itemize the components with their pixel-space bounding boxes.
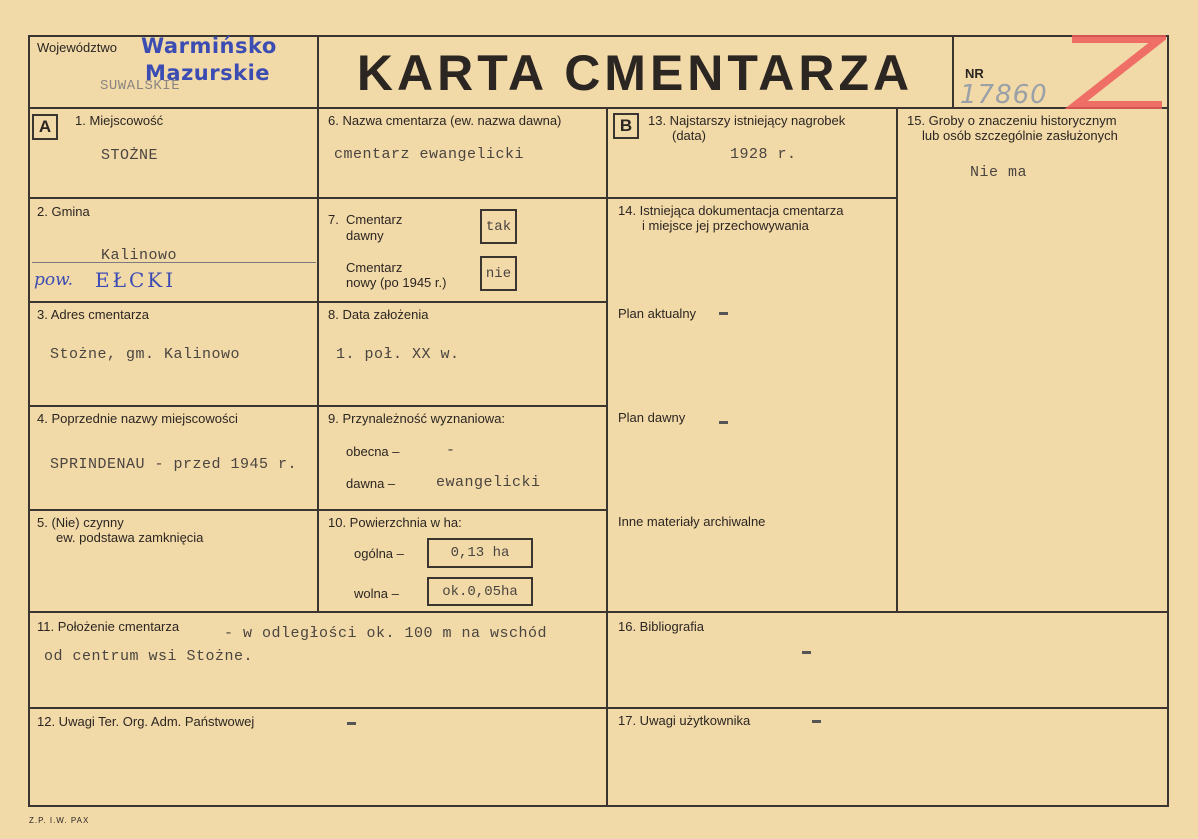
field-12-dash (347, 722, 356, 725)
field-10-free-label: wolna – (354, 586, 399, 601)
red-z-icon (1062, 33, 1166, 113)
field-9-old-label: dawna – (346, 476, 396, 491)
field-2-hand-prefix: pow. (34, 270, 74, 290)
other-materials-label: Inne materiały archiwalne (618, 514, 766, 529)
field-9-current-label: obecna – (346, 444, 400, 459)
field-9-label: 9. Przynależność wyznaniowa: (328, 411, 506, 426)
province-stamp-line2: Mazurskie (145, 61, 271, 85)
row-divider (28, 611, 1169, 613)
field-3-value: Stożne, gm. Kalinowo (50, 346, 241, 363)
field-9-current-value: - (446, 442, 456, 459)
row-divider (28, 707, 1169, 709)
plan-current-label: Plan aktualny (618, 306, 697, 321)
field-11-value-line2: od centrum wsi Stożne. (44, 648, 254, 665)
field-17-dash (812, 720, 821, 723)
field-7-new-box: nie (480, 256, 517, 291)
nr-label: NR (965, 66, 984, 81)
field-1-value: STOŻNE (101, 147, 159, 164)
field-15-label-1: 15. Groby o znaczeniu historycznym (907, 113, 1117, 128)
province-stamp-line1: Warmińsko (141, 34, 277, 58)
field-9-old-value: ewangelicki (436, 474, 541, 491)
field-7-old-line2: dawny (346, 228, 384, 243)
field-15-label-2: lub osób szczególnie zasłużonych (922, 128, 1118, 143)
field-13-value: 1928 r. (730, 146, 797, 163)
field-7-old-box: tak (480, 209, 517, 244)
plan-current-dash (719, 312, 728, 315)
field-2-underline (32, 262, 316, 263)
field-16-dash (802, 651, 811, 654)
field-10-total-box: 0,13 ha (427, 538, 533, 568)
field-11-label: 11. Położenie cmentarza (37, 619, 180, 634)
header-col-divider (952, 35, 954, 107)
nr-value: 17860 (960, 80, 1048, 110)
printer-footer: Z.P. I.W. PAX (29, 816, 90, 825)
field-13-label-1: 13. Najstarszy istniejący nagrobek (648, 113, 846, 128)
red-z-mark (1062, 33, 1166, 118)
field-6-label: 6. Nazwa cmentarza (ew. nazwa dawna) (328, 113, 562, 128)
field-6-value: cmentarz ewangelicki (334, 146, 525, 163)
field-13-label-2: (data) (672, 128, 706, 143)
section-b-badge: B (613, 113, 639, 139)
col-divider (896, 107, 898, 611)
field-5-label-2: ew. podstawa zamknięcia (56, 530, 204, 545)
field-2-label: 2. Gmina (37, 204, 90, 219)
field-10-free-box: ok.0,05ha (427, 577, 533, 606)
col-divider (317, 107, 319, 611)
col-divider (606, 107, 608, 807)
typed-old-province: SUWALSKIE (100, 78, 181, 94)
field-7-label: 7. (328, 212, 339, 227)
section-a-badge: A (32, 114, 58, 140)
field-2-value: Kalinowo (101, 247, 178, 264)
field-4-value: SPRINDENAU - przed 1945 r. (50, 456, 298, 473)
field-5-label-1: 5. (Nie) czynny (37, 515, 124, 530)
field-8-value: 1. poł. XX w. (336, 346, 460, 363)
field-4-label: 4. Poprzednie nazwy miejscowości (37, 411, 238, 426)
plan-old-dash (719, 421, 728, 424)
field-10-total-label: ogólna – (354, 546, 404, 561)
field-8-label: 8. Data założenia (328, 307, 429, 322)
field-17-label: 17. Uwagi użytkownika (618, 713, 751, 728)
field-7-old-line1: Cmentarz (346, 212, 403, 227)
field-14-label-2: i miejsce jej przechowywania (642, 218, 809, 233)
field-2-hand-value: EŁCKI (95, 268, 177, 292)
field-12-label: 12. Uwagi Ter. Org. Adm. Państwowej (37, 714, 255, 729)
field-7-new-line2: nowy (po 1945 r.) (346, 275, 447, 290)
field-1-label: 1. Miejscowość (75, 113, 164, 128)
row-divider (608, 197, 896, 199)
header-col-divider (317, 35, 319, 107)
field-16-label: 16. Bibliografia (618, 619, 704, 634)
field-3-label: 3. Adres cmentarza (37, 307, 149, 322)
wojewodztwo-label: Województwo (37, 40, 117, 55)
plan-old-label: Plan dawny (618, 410, 686, 425)
page-title: KARTA CMENTARZA (356, 45, 914, 101)
field-10-label: 10. Powierzchnia w ha: (328, 515, 462, 530)
field-15-value: Nie ma (970, 164, 1028, 181)
field-14-label-1: 14. Istniejąca dokumentacja cmentarza (618, 203, 844, 218)
field-7-new-line1: Cmentarz (346, 260, 403, 275)
field-11-value-line1: - w odległości ok. 100 m na wschód (224, 625, 548, 642)
